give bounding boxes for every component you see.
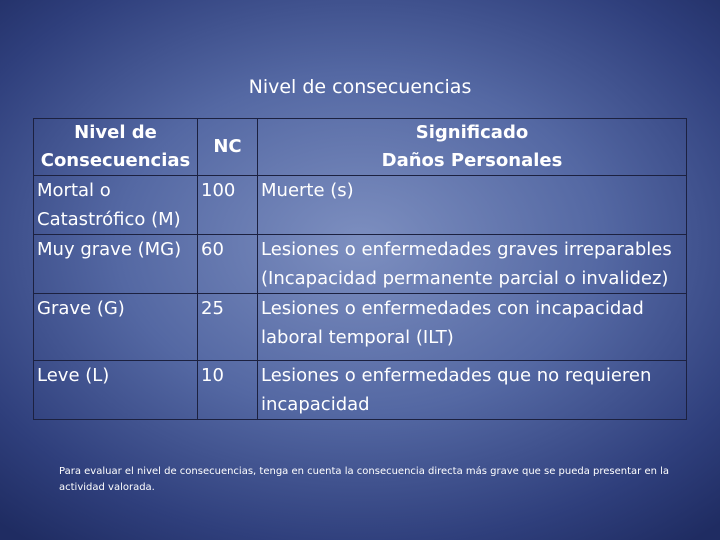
cell-nc: 25 bbox=[198, 294, 258, 361]
cell-meaning: Lesiones o enfermedades que no requieren incapacidad bbox=[258, 361, 687, 420]
table-row bbox=[34, 294, 687, 361]
cell-level: Leve (L) bbox=[34, 361, 198, 420]
header-meaning bbox=[258, 119, 687, 176]
consequence-level-table bbox=[33, 118, 687, 420]
cell-nc: 10 bbox=[198, 361, 258, 420]
cell-meaning: Lesiones o enfermedades graves irreparables (Incapacidad permanente parcial o invalidez) bbox=[258, 235, 687, 294]
header-level-line1: Nivel de bbox=[74, 122, 157, 143]
cell-meaning: Lesiones o enfermedades con incapacidad laboral temporal (ILT) bbox=[258, 294, 687, 361]
cell-meaning: Muerte (s) bbox=[258, 176, 687, 235]
cell-nc: 60 bbox=[198, 235, 258, 294]
cell-level: Grave (G) bbox=[34, 294, 198, 361]
slide-title: Nivel de consecuencias bbox=[248, 76, 472, 98]
cell-level: Muy grave (MG) bbox=[34, 235, 198, 294]
header-meaning-line1: Significado bbox=[415, 122, 529, 143]
header-level bbox=[34, 119, 198, 176]
header-meaning-line2: Daños Personales bbox=[381, 150, 563, 171]
table-header-row bbox=[34, 119, 687, 176]
table-row bbox=[34, 176, 687, 235]
table-row bbox=[34, 235, 687, 294]
header-level-line2: Consecuencias bbox=[40, 150, 191, 171]
table-row bbox=[34, 361, 687, 420]
header-nc: NC bbox=[198, 119, 258, 176]
cell-level: Mortal o Catastrófico (M) bbox=[34, 176, 198, 235]
footnote: Para evaluar el nivel de consecuencias, tenga en cuenta la consecuencia directa más grave que se pueda presentar en la actividad valorada. bbox=[59, 466, 670, 493]
cell-nc: 100 bbox=[198, 176, 258, 235]
